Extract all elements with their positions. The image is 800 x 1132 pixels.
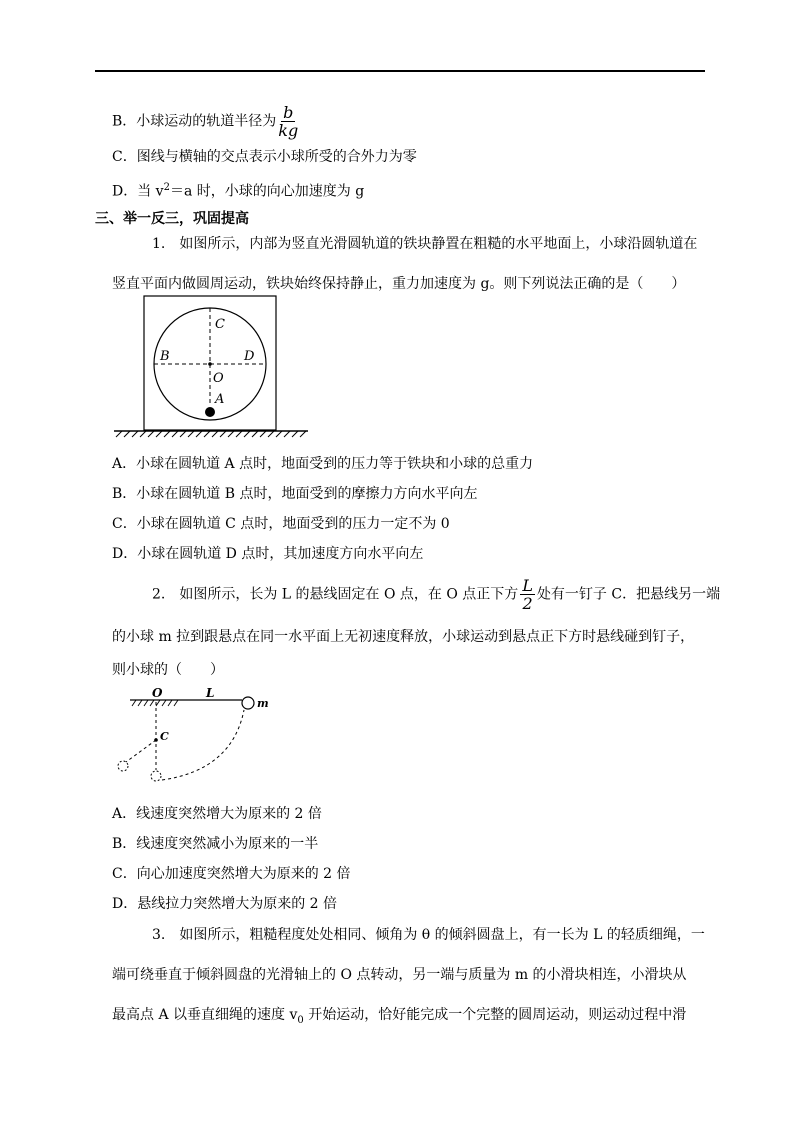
q1-figure xyxy=(112,294,312,440)
q2-text-pre: 2. 如图所示，长为 L 的悬线固定在 O 点，在 O 点正下方 xyxy=(152,586,519,603)
q1-line-2: 竖直平面内做圆周运动，铁块始终保持静止，重力加速度为 g。则下列说法正确的是（ ） xyxy=(112,276,686,292)
fraction-denominator: kg xyxy=(278,121,299,140)
q1-line-1: 1. 如图所示，内部为竖直光滑圆轨道的铁块静置在粗糙的水平地面上，小球沿圆轨道在 xyxy=(152,236,698,252)
prev-option-d-post: ＝a 时，小球的向心加速度为 g xyxy=(169,183,365,200)
q3-line-2: 端可绕垂直于倾斜圆盘的光滑轴上的 O 点转动，另一端与质量为 m 的小滑块相连，小滑块从 xyxy=(112,967,687,983)
q1-option-c: C．小球在圆轨道 C 点时，地面受到的压力一定不为 0 xyxy=(112,516,450,532)
label-b: B xyxy=(160,349,170,364)
short-string xyxy=(126,740,156,762)
label-o: O xyxy=(152,686,163,700)
label-d: D xyxy=(244,349,255,364)
prev-option-b xyxy=(112,104,300,139)
ball-bottom-position xyxy=(151,771,161,781)
q2-option-d: D．悬线拉力突然增大为原来的 2 倍 xyxy=(112,896,338,912)
ball xyxy=(205,407,215,417)
ball-swing-position xyxy=(118,761,128,771)
q1-option-a: A．小球在圆轨道 A 点时，地面受到的压力等于铁块和小球的总重力 xyxy=(112,456,534,472)
q3-stem xyxy=(112,915,708,1041)
ground-hatching xyxy=(116,431,306,437)
label-a: A xyxy=(215,392,225,407)
label-l: L xyxy=(206,686,215,700)
fraction-denominator: 2 xyxy=(522,594,533,613)
q3-line-3-post: 开始运动，恰好能完成一个完整的圆周运动，则运动过程中滑 xyxy=(303,1007,687,1023)
fraction-numerator: L xyxy=(522,576,533,595)
q2-option-c: C．向心加速度突然增大为原来的 2 倍 xyxy=(112,866,351,882)
prev-option-c: C．图线与横轴的交点表示小球所受的合外力为零 xyxy=(112,149,417,165)
header-rule xyxy=(95,70,705,72)
ball-start xyxy=(242,697,254,709)
q1-stem xyxy=(112,224,708,304)
prev-option-d-pre: D．当 v xyxy=(112,183,164,200)
ceiling-hatching xyxy=(132,700,178,706)
q3-line-3 xyxy=(112,995,708,1041)
subscript-0: 0 xyxy=(297,1014,304,1026)
label-c: C xyxy=(160,730,169,743)
q1-option-b: B．小球在圆轨道 B 点时，地面受到的摩擦力方向水平向左 xyxy=(112,486,478,502)
superscript-2: 2 xyxy=(163,182,170,193)
q2-line-1 xyxy=(152,577,720,612)
fraction-b-over-kg xyxy=(278,104,298,139)
prev-option-b-text: B．小球运动的轨道半径为 xyxy=(112,113,277,130)
q2-line-3: 则小球的（ ） xyxy=(112,662,224,678)
fraction-numerator: b xyxy=(283,103,294,122)
q2-figure xyxy=(112,686,272,792)
center-point xyxy=(208,362,212,366)
label-o: O xyxy=(213,371,224,386)
q3-line-1: 3. 如图所示，粗糙程度处处相同、倾角为 θ 的倾斜圆盘上，有一长为 L 的轻质细绳，一 xyxy=(152,927,705,943)
q2-option-a: A．线速度突然增大为原来的 2 倍 xyxy=(112,806,322,822)
section-title: 三、举一反三，巩固提高 xyxy=(95,211,249,227)
label-c: C xyxy=(215,317,225,332)
swing-path xyxy=(162,710,244,780)
prev-option-d xyxy=(112,177,364,203)
q3-line-3-pre: 最高点 A 以垂直细绳的速度 v xyxy=(112,1007,298,1023)
q2-text-post: 处有一钉子 C．把悬线另一端 xyxy=(536,586,721,603)
fraction-l-over-2 xyxy=(520,577,535,612)
q1-option-d: D．小球在圆轨道 D 点时，其加速度方向水平向左 xyxy=(112,546,424,562)
label-m: m xyxy=(257,697,269,710)
q2-line-2: 的小球 m 拉到跟悬点在同一水平面上无初速度释放，小球运动到悬点正下方时悬线碰到钉子， xyxy=(112,629,695,645)
q2-option-b: B．线速度突然减小为原来的一半 xyxy=(112,836,319,852)
